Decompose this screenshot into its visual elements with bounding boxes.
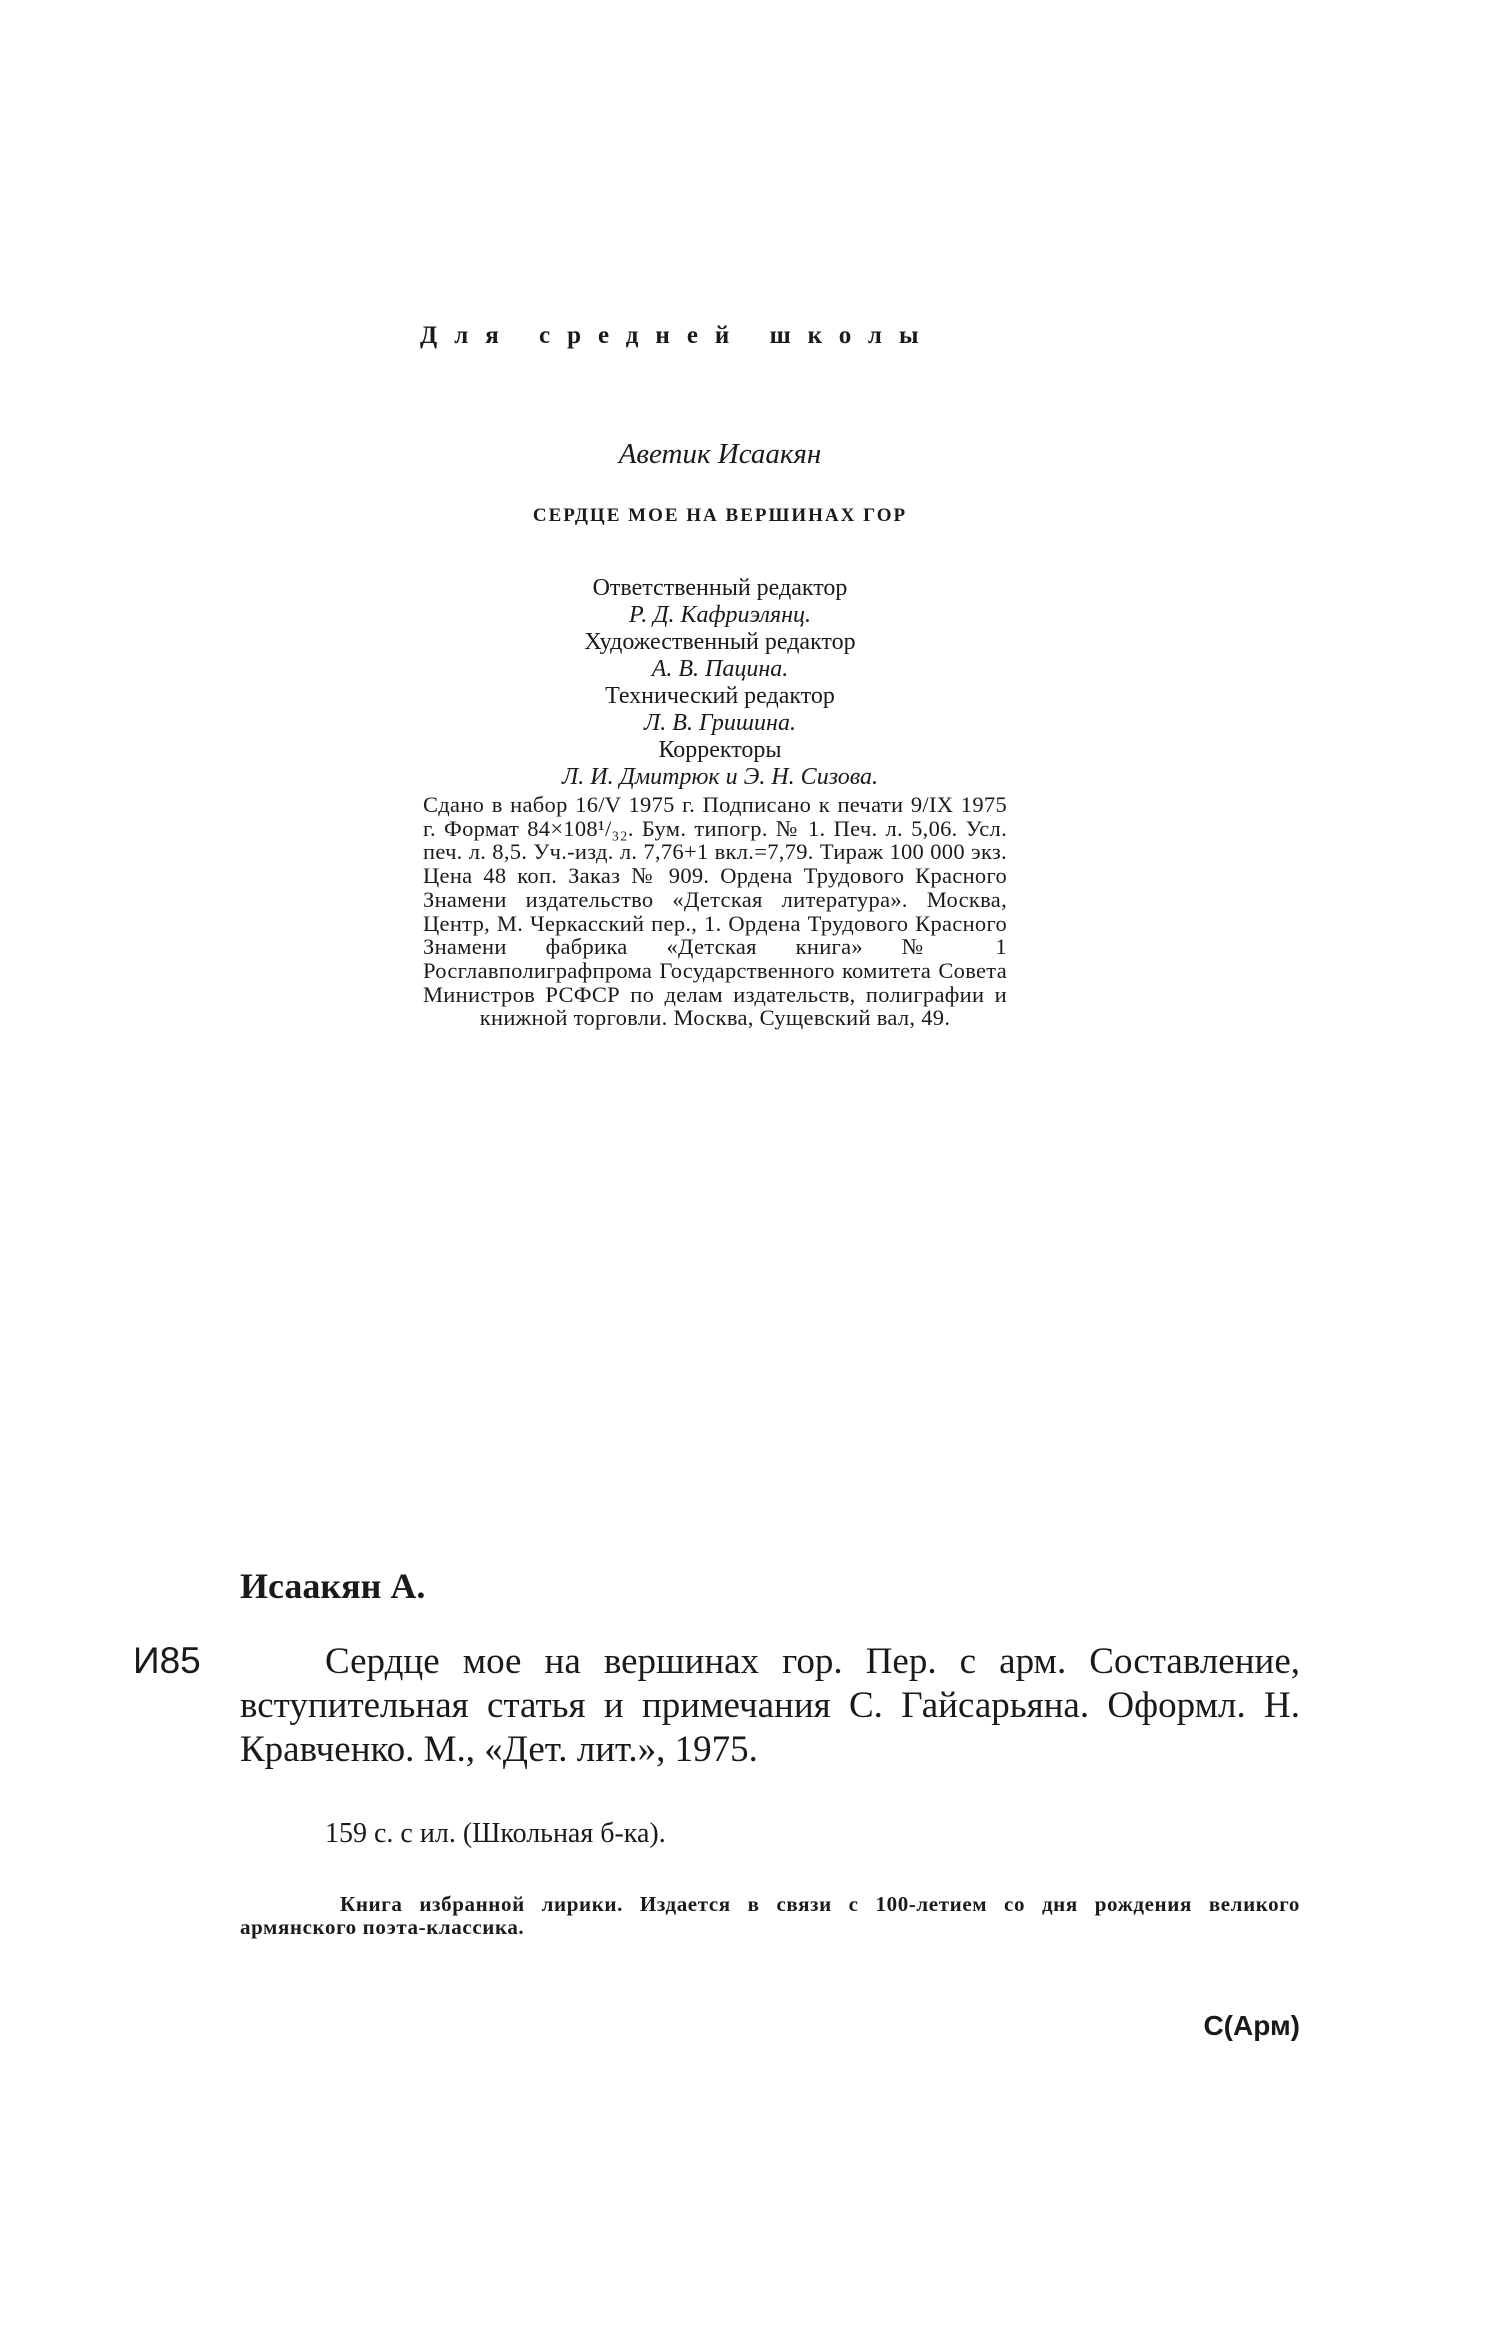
credit-names-responsible-editor: Р. Д. Кафриэлянц.	[628, 602, 811, 628]
author-name: Аветик Исаакян	[618, 438, 822, 470]
catalog-code: И85	[133, 1640, 201, 1681]
credit-role-technical-editor: Технический редактор	[605, 683, 835, 709]
catalog-annotation-text: Книга избранной лирики. Издается в связи с 100-летием со дня рождения великого армянского поэта-классика.	[240, 1892, 1300, 1939]
credits-block	[420, 575, 1020, 791]
credit-role-art-editor: Художественный редактор	[584, 629, 856, 655]
catalog-entry	[240, 1640, 1300, 1772]
catalog-annotation	[240, 1893, 1300, 1939]
credit-names-art-editor: А. В. Пацина.	[651, 656, 789, 682]
credit-names-technical-editor: Л. В. Гришина.	[644, 710, 796, 736]
credit-names-proofreaders: Л. И. Дмитрюк и Э. Н. Сизова.	[561, 764, 878, 790]
credit-role-responsible-editor: Ответственный редактор	[592, 575, 848, 601]
catalog-author: Исаакян А.	[240, 1566, 426, 1606]
catalog-entry-text: Сердце мое на вершинах гор. Пер. с арм. Составление, вступительная статья и примечания С. Гайсарьяна. Оформл. Н. Кравченко. М., «Дет. лит.», 1975.	[240, 1641, 1300, 1770]
catalog-pages: 159 с. с ил. (Школьная б-ка).	[325, 1818, 666, 1849]
book-title: СЕРДЦЕ МОЕ НА ВЕРШИНАХ ГОР	[532, 505, 908, 526]
imprint-text: Сдано в набор 16/V 1975 г. Подписано к печати 9/IX 1975 г. Формат 84×108¹/₃₂. Бум. типогр. № 1. Печ. л. 5,06. Усл. печ. л. 8,5. Уч.-изд. л. 7,76+1 вкл.=7,79. Тираж 100 000 экз. Цена 48 коп. Заказ № 909. Ордена Трудового Красного Знамени издательство «Детская литература». Москва, Центр, М. Черкасский пер., 1. Ордена Трудового Красного Знамени фабрика «Детская книга» № 1 Росглавполиграфпрома Государственного комитета Совета Министров РСФСР по делам издательств, полиграфии и книжной торговли. Москва, Сущевский вал, 49.	[423, 792, 1007, 1031]
classification-code: С(Арм)	[1203, 2010, 1300, 2041]
credit-role-proofreaders: Корректоры	[658, 737, 782, 763]
series-label: Для средней школы	[420, 322, 936, 349]
